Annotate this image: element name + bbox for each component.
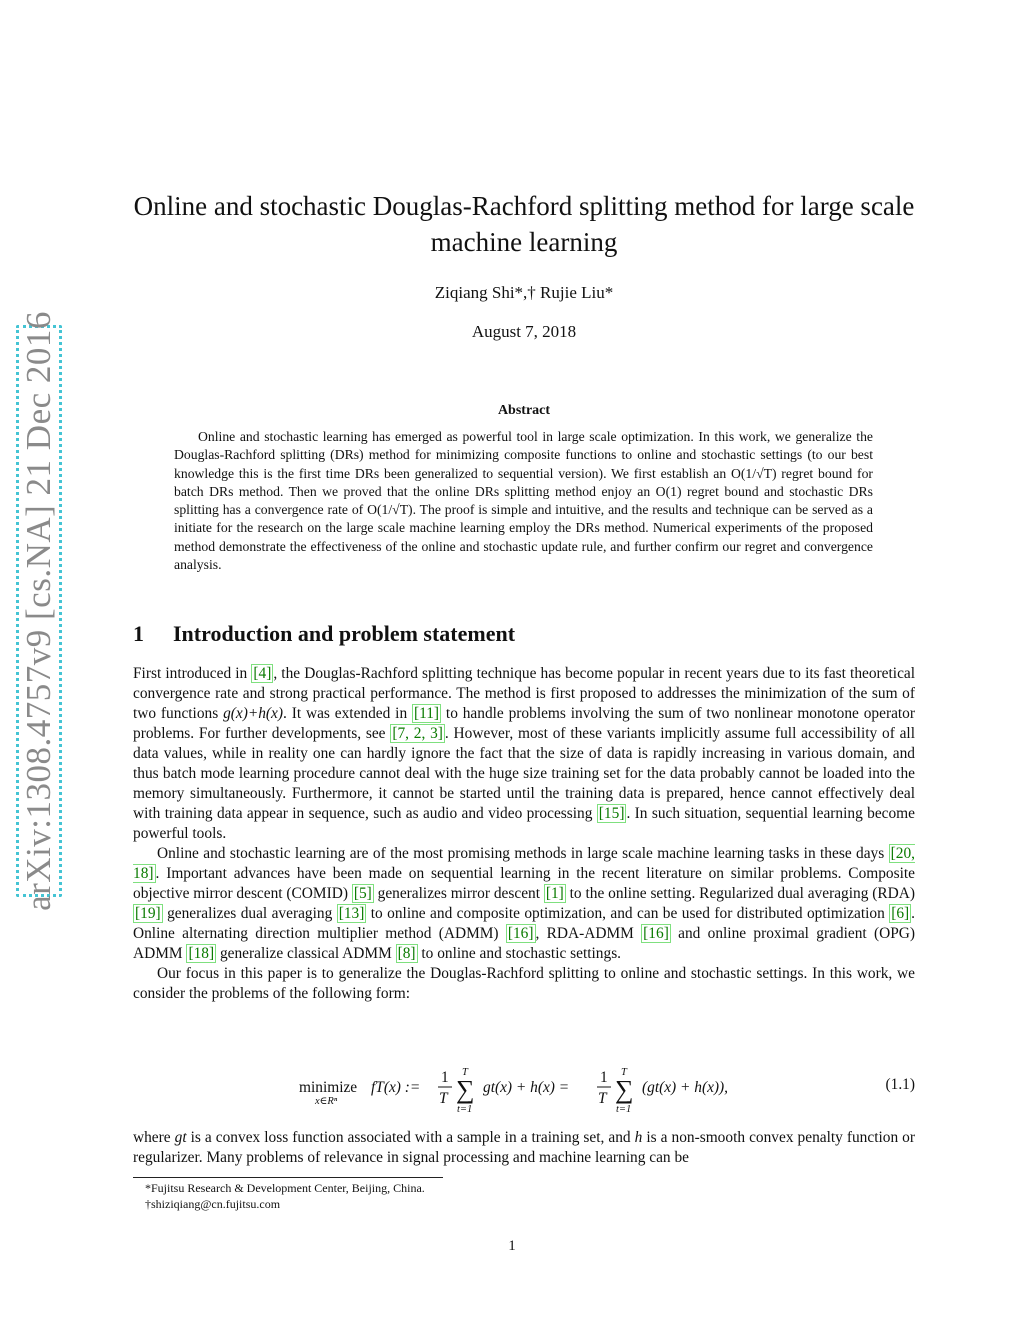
eq-frac-num: 1 [441,1069,449,1086]
arxiv-identifier-stamp [16,311,62,911]
eq-lhs: fT(x) := [371,1079,421,1096]
footnote-affiliation: *Fujitsu Research & Development Center, Beijing, China. [145,1181,425,1195]
citation-link[interactable]: [8] [397,945,416,962]
paper-title: Online and stochastic Douglas-Rachford splitting method for large scale machine learning [133,191,915,257]
eq-term1: gt(x) + h(x) = [483,1079,570,1096]
citation-link[interactable]: [20, 18] [133,845,915,882]
footnotes [133,1180,425,1212]
eq-sum-top: T [462,1067,468,1078]
eq-term2: (gt(x) + h(x)), [642,1079,729,1096]
abstract-text: Online and stochastic learning has emerged as powerful tool in large scale optimization. In this work, we generalize the Douglas-Rachford splitting (DRs) method for minimizing composite functions to online and stochastic settings (to our best knowledge this is the first time DRs been generalized to sequential version). We first establish an O(1/√T) regret bound for batch DRs method. Then we proved that the online DRs splitting method enjoy an O(1) regret bound and stochastic DRs splitting has a convergence rate of O(1/√T). The proof is simple and intuitive, and the results and technique can be served as a initiate for the research on the large scale machine learning employ the DRs method. Numerical experiments of the proposed method demonstrate the effectiveness of the online and stochastic update rule, and further confirm our regret and convergence analysis. [174,429,873,573]
eq-sum2-symbol: ∑ [615,1075,634,1104]
intro-body [133,664,915,1004]
eq-sum2-bottom: t=1 [616,1104,632,1115]
page-number: 1 [508,1238,516,1254]
footnote-email: †shiziqiang@cn.fujitsu.com [145,1197,281,1211]
section-heading [133,621,515,647]
paper-date: August 7, 2018 [471,322,577,341]
eq-minimize: minimize [299,1079,358,1096]
citation-link[interactable]: [6] [891,905,910,922]
eq-subscript: x∈Rⁿ [315,1096,338,1107]
eq-sum-symbol: ∑ [456,1075,475,1104]
body-continued [133,1128,915,1168]
math-inline: g(x)+h(x) [223,705,284,722]
citation-link[interactable]: [11] [413,705,440,722]
citation-link[interactable]: [19] [135,905,161,922]
equation-number: (1.1) [885,1076,915,1093]
citation-link[interactable]: [1] [545,885,564,902]
citation-link[interactable]: [5] [353,885,372,902]
citation-link[interactable]: [13] [338,905,365,922]
math-inline: h [634,1129,643,1146]
eq-frac2-num: 1 [600,1069,608,1086]
equation-formula [299,1062,779,1118]
eq-frac-den: T [439,1090,448,1107]
paragraph-2: Online and stochastic learning are of the most promising methods in large scale machine learning tasks in these days [20, 18] . Important advances have been made on sequential learning in the recent literature on similar problems. Composite objective mirror descent (COMID) [5] generalizes mirror descent [1] to the online setting. Regularized dual averaging (RDA) [19] generalizes dual averaging [13] to online and composite optimization, and can be used for distributed optimization [6] . Online alternating direction multiplier method (ADMM) [16] , RDA-ADMM [16] and online proximal gradient (OPG) ADMM [18] generalize classical ADMM [8] to online and stochastic settings. [133,845,915,962]
math-inline: gt [174,1129,187,1146]
eq-frac2-den: T [598,1090,607,1107]
citation-link[interactable]: [15] [598,805,625,822]
eq-sum2-top: T [621,1067,627,1078]
citation-link[interactable]: [18] [188,945,215,962]
citation-link[interactable]: [7, 2, 3] [392,725,443,742]
citation-link[interactable]: [16] [643,925,669,942]
citation-link[interactable]: [16] [507,925,534,942]
paper-authors: Ziqiang Shi*,† Rujie Liu* [434,283,614,302]
footnote-divider [133,1177,443,1178]
arxiv-id-text: arXiv:1308.4757v9 [cs.NA] 21 Dec 2016 [19,311,58,911]
section-title: Introduction and problem statement [173,621,516,646]
eq-sum-bottom: t=1 [457,1104,473,1115]
equation-1-1 [133,1062,915,1118]
section-number: 1 [133,621,144,646]
abstract-heading: Abstract [497,403,551,418]
citation-link[interactable]: [4] [253,665,272,682]
paragraph-1: First introduced in [4] , the Douglas-Rachford splitting technique has become popular in recent years due to its fast theoretical convergence rate and strong practical performance. The method is first proposed to addresses the minimization of the sum of two functions g(x)+h(x). It was extended in [11] to handle problems involving the sum of two nonlinear monotone operator problems. For further developments, see [7, 2, 3] . However, most of these variants implicitly assume full accessibility of all data values, while in reality one can hardly ignore the fact that the size of data is rapidly increasing in various domain, and thus batch mode learning procedure cannot deal with the huge size training set for the data probably cannot be loaded into the memory simultaneously. Furthermore, it cannot be started until the training data is prepared, hence cannot effectively deal with training data appear in sequence, such as audio and video processing [15] . In such situation, sequential learning become powerful tools. [133,665,916,842]
paragraph-3: Our focus in this paper is to generalize the Douglas-Rachford splitting to online and stochastic settings. In this work, we consider the problems of the following form: [133,965,915,1002]
paragraph-4: where gt is a convex loss function associated with a sample in a training set, and h is a non-smooth convex penalty function or regularizer. Many problems of relevance in signal processing and machine learning can be [133,1129,915,1166]
